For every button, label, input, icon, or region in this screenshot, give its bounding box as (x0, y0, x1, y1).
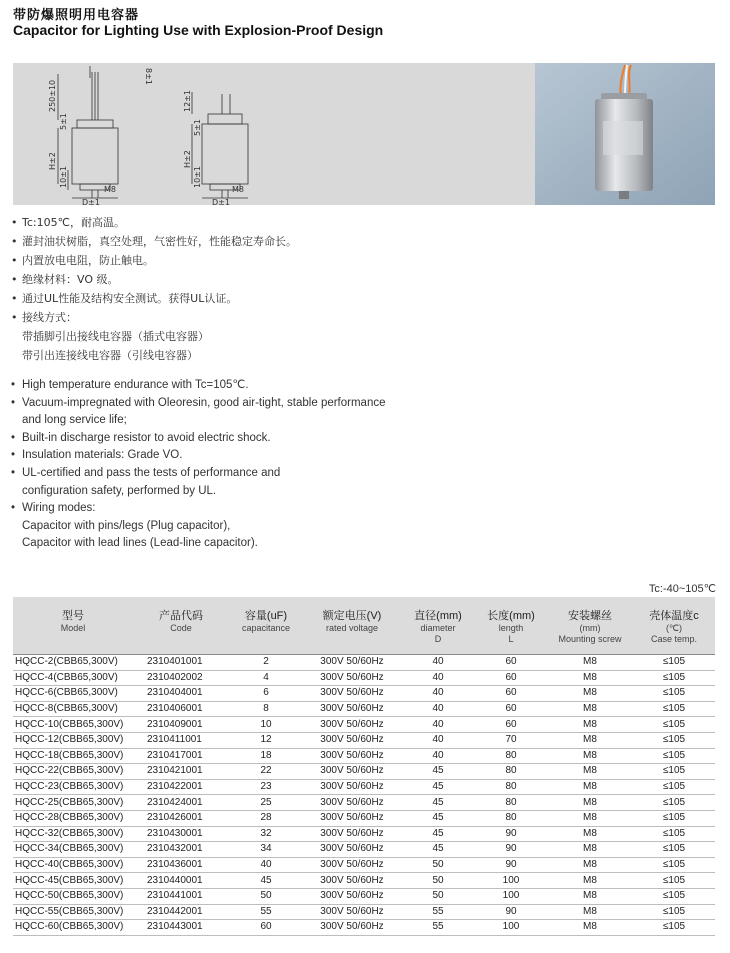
table-cell: 55 (401, 920, 475, 936)
table-cell: ≤105 (633, 920, 715, 936)
feature-en-item: and long service life; (22, 414, 127, 427)
column-header-cn: 额定电压(V) (322, 610, 382, 622)
feature-en-item: • Insulation materials: Grade VO. (14, 447, 386, 465)
table-row (13, 764, 715, 780)
table-cell: 80 (475, 748, 547, 764)
table-cell: HQCC-32(CBB65,300V) (13, 826, 133, 842)
column-header-cn: 型号 (62, 610, 84, 622)
table-cell: 80 (475, 779, 547, 795)
table-cell: ≤105 (633, 795, 715, 811)
table-cell: 300V 50/60Hz (303, 920, 401, 936)
table-cell: 40 (229, 857, 303, 873)
table-cell: ≤105 (633, 686, 715, 702)
dim-neck-label: 5±1 (193, 119, 202, 136)
column-header-en: capacitance (241, 623, 291, 633)
table-cell: 60 (475, 655, 547, 671)
table-header-row (13, 597, 715, 655)
table-cell: ≤105 (633, 701, 715, 717)
table-row (13, 873, 715, 889)
table-row (13, 904, 715, 920)
table-cell: 90 (475, 842, 547, 858)
feature-en-item: • Vacuum-impregnated with Oleoresin, good air-tight, stable performance (14, 395, 386, 413)
column-header-cn: 产品代码 (159, 610, 203, 622)
table-cell: M8 (547, 779, 633, 795)
table-cell: HQCC-55(CBB65,300V) (13, 904, 133, 920)
table-row (13, 842, 715, 858)
table-cell: 40 (401, 732, 475, 748)
table-cell: 45 (401, 764, 475, 780)
table-cell: HQCC-34(CBB65,300V) (13, 842, 133, 858)
table-cell: 55 (229, 904, 303, 920)
table-cell: HQCC-22(CBB65,300V) (13, 764, 133, 780)
spec-table (13, 597, 715, 936)
table-cell: 2310401001 (133, 655, 229, 671)
column-header (133, 597, 229, 655)
table-cell: 300V 50/60Hz (303, 686, 401, 702)
column-header-cn: 壳体温度c (649, 610, 699, 622)
page-title-en: Capacitor for Lighting Use with Explosion-Proof Design (13, 22, 384, 38)
feature-cn-item: • 绝缘材料：VO 级。 (14, 270, 297, 289)
dim-neck-label: 5±1 (59, 113, 68, 130)
feature-en-item: Capacitor with pins/legs (Plug capacitor), (22, 519, 231, 532)
feature-cn-item: • 接线方式： (14, 308, 297, 327)
table-cell: 12 (229, 732, 303, 748)
table-cell: 55 (401, 904, 475, 920)
table-cell: 45 (401, 810, 475, 826)
column-header (401, 597, 475, 655)
table-cell: 50 (229, 888, 303, 904)
table-cell: HQCC-60(CBB65,300V) (13, 920, 133, 936)
table-row (13, 655, 715, 671)
column-header (303, 597, 401, 655)
feature-en-item: Capacitor with lead lines (Lead-line capacitor). (22, 537, 258, 550)
table-cell: 40 (401, 701, 475, 717)
table-cell: M8 (547, 904, 633, 920)
column-header (475, 597, 547, 655)
table-cell: HQCC-4(CBB65,300V) (13, 670, 133, 686)
table-cell: 34 (229, 842, 303, 858)
table-cell: 45 (229, 873, 303, 889)
temperature-range-label: Tc:-40~105℃ (648, 583, 716, 595)
table-cell: M8 (547, 842, 633, 858)
table-row (13, 795, 715, 811)
dim-diameter-label: D±1 (212, 198, 230, 207)
table-cell: 2310404001 (133, 686, 229, 702)
table-cell: M8 (547, 701, 633, 717)
table-cell: 60 (229, 920, 303, 936)
capacitor-photo-illustration (535, 63, 715, 205)
table-row (13, 857, 715, 873)
table-cell: ≤105 (633, 857, 715, 873)
plug-capacitor-drawing (178, 64, 268, 206)
table-cell: 50 (401, 873, 475, 889)
table-cell: HQCC-25(CBB65,300V) (13, 795, 133, 811)
feature-cn-item: • Tc:105℃，耐高温。 (14, 213, 297, 232)
table-cell: 4 (229, 670, 303, 686)
table-cell: 32 (229, 826, 303, 842)
table-cell: 2310421001 (133, 764, 229, 780)
table-cell: 80 (475, 795, 547, 811)
table-cell: 45 (401, 842, 475, 858)
table-cell: HQCC-40(CBB65,300V) (13, 857, 133, 873)
feature-cn-item: • 灌封油状树脂，真空处理，气密性好，性能稳定寿命长。 (14, 232, 297, 251)
table-row (13, 826, 715, 842)
table-cell: 100 (475, 873, 547, 889)
table-cell: 25 (229, 795, 303, 811)
table-cell: ≤105 (633, 904, 715, 920)
table-cell: 60 (475, 701, 547, 717)
table-cell: HQCC-50(CBB65,300V) (13, 888, 133, 904)
table-row (13, 732, 715, 748)
table-cell: HQCC-18(CBB65,300V) (13, 748, 133, 764)
table-cell: 300V 50/60Hz (303, 857, 401, 873)
feature-cn-item: 带引出连接线电容器（引线电容器） (22, 349, 198, 362)
table-cell: HQCC-2(CBB65,300V) (13, 655, 133, 671)
table-row (13, 779, 715, 795)
column-header-en: diameter (420, 623, 456, 633)
table-cell: 2310409001 (133, 717, 229, 733)
table-cell: 90 (475, 857, 547, 873)
table-cell: HQCC-8(CBB65,300V) (13, 701, 133, 717)
table-cell: 2310402002 (133, 670, 229, 686)
table-cell: ≤105 (633, 810, 715, 826)
table-cell: ≤105 (633, 888, 715, 904)
table-cell: 18 (229, 748, 303, 764)
table-cell: M8 (547, 826, 633, 842)
table-cell: HQCC-23(CBB65,300V) (13, 779, 133, 795)
column-header-en: rated voltage (325, 623, 379, 633)
column-header-cn: 容量(uF) (244, 610, 288, 622)
column-header-cn: 长度(mm) (487, 610, 535, 622)
table-cell: 300V 50/60Hz (303, 826, 401, 842)
table-cell: M8 (547, 810, 633, 826)
table-cell: 2310441001 (133, 888, 229, 904)
column-header-en: (mm) (579, 623, 601, 633)
table-cell: 300V 50/60Hz (303, 655, 401, 671)
feature-cn-item: • 通过UL性能及结构安全测试。获得UL认证。 (14, 289, 297, 308)
dim-thread-label: M8 (104, 185, 116, 194)
feature-list-en (14, 377, 386, 553)
table-cell: 90 (475, 826, 547, 842)
dim-thread-label: M8 (232, 185, 244, 194)
table-cell: 300V 50/60Hz (303, 795, 401, 811)
table-cell: 300V 50/60Hz (303, 701, 401, 717)
table-cell: 300V 50/60Hz (303, 764, 401, 780)
table-cell: 300V 50/60Hz (303, 842, 401, 858)
table-cell: M8 (547, 888, 633, 904)
table-cell: 2310406001 (133, 701, 229, 717)
table-row (13, 701, 715, 717)
table-cell: 2310432001 (133, 842, 229, 858)
dim-height-label: H±2 (48, 152, 57, 170)
table-cell: 90 (475, 904, 547, 920)
column-header (547, 597, 633, 655)
table-cell: M8 (547, 670, 633, 686)
table-cell: ≤105 (633, 842, 715, 858)
dim-top-label: 8±1 (144, 68, 153, 85)
table-cell: HQCC-12(CBB65,300V) (13, 732, 133, 748)
product-photo (535, 63, 715, 205)
table-cell: M8 (547, 873, 633, 889)
feature-en-item: • UL-certified and pass the tests of performance and (14, 465, 386, 483)
table-cell: 300V 50/60Hz (303, 873, 401, 889)
table-cell: ≤105 (633, 779, 715, 795)
dim-lead-label: 250±10 (48, 79, 57, 112)
table-cell: 2 (229, 655, 303, 671)
table-cell: 45 (401, 795, 475, 811)
table-row (13, 670, 715, 686)
table-cell: M8 (547, 795, 633, 811)
table-cell: 50 (401, 857, 475, 873)
dim-base-label: 10±1 (193, 166, 202, 188)
table-row (13, 920, 715, 936)
column-header-en2: L (508, 634, 514, 644)
dim-base-label: 10±1 (59, 166, 68, 188)
table-cell: 10 (229, 717, 303, 733)
table-cell: ≤105 (633, 732, 715, 748)
column-header-en2: D (434, 634, 442, 644)
table-cell: M8 (547, 764, 633, 780)
table-cell: HQCC-45(CBB65,300V) (13, 873, 133, 889)
table-cell: 300V 50/60Hz (303, 810, 401, 826)
table-cell: 60 (475, 686, 547, 702)
table-row (13, 888, 715, 904)
column-header-en: Model (60, 623, 86, 633)
table-cell: 2310422001 (133, 779, 229, 795)
table-cell: M8 (547, 748, 633, 764)
dim-diameter-label: D±1 (82, 198, 100, 207)
table-cell: 80 (475, 764, 547, 780)
feature-en-item: • High temperature endurance with Tc=105℃. (14, 377, 386, 395)
table-cell: HQCC-28(CBB65,300V) (13, 810, 133, 826)
page-title-cn: 带防爆照明用电容器 (13, 8, 140, 23)
table-cell: 2310443001 (133, 920, 229, 936)
table-cell: 40 (401, 748, 475, 764)
table-cell: ≤105 (633, 670, 715, 686)
feature-cn-item: 带插脚引出接线电容器（插式电容器） (22, 330, 209, 343)
feature-en-item: • Wiring modes: (14, 500, 386, 518)
table-cell: 45 (401, 826, 475, 842)
table-cell: 60 (475, 670, 547, 686)
table-row (13, 686, 715, 702)
table-cell: 100 (475, 888, 547, 904)
table-cell: M8 (547, 920, 633, 936)
table-row (13, 810, 715, 826)
table-cell: 8 (229, 701, 303, 717)
table-cell: ≤105 (633, 873, 715, 889)
table-row (13, 748, 715, 764)
lead-line-capacitor-drawing (30, 64, 153, 207)
column-header-en2: Mounting screw (558, 634, 622, 644)
table-cell: 40 (401, 655, 475, 671)
table-cell: M8 (547, 857, 633, 873)
table-cell: 300V 50/60Hz (303, 904, 401, 920)
table-cell: 300V 50/60Hz (303, 717, 401, 733)
column-header-en: Code (170, 623, 192, 633)
table-cell: 2310442001 (133, 904, 229, 920)
table-cell: 2310426001 (133, 810, 229, 826)
table-cell: 70 (475, 732, 547, 748)
table-cell: HQCC-10(CBB65,300V) (13, 717, 133, 733)
dim-top-label: 12±1 (183, 90, 192, 112)
column-header (13, 597, 133, 655)
feature-list-cn (14, 213, 297, 365)
table-cell: 2310430001 (133, 826, 229, 842)
table-cell: 300V 50/60Hz (303, 779, 401, 795)
table-cell: 300V 50/60Hz (303, 888, 401, 904)
table-cell: 45 (401, 779, 475, 795)
feature-en-item: • Built-in discharge resistor to avoid electric shock. (14, 430, 386, 448)
table-cell: 2310417001 (133, 748, 229, 764)
column-header-en2: Case temp. (650, 634, 698, 644)
column-header-en: (℃) (665, 623, 683, 633)
column-header (633, 597, 715, 655)
table-cell: 22 (229, 764, 303, 780)
table-cell: 6 (229, 686, 303, 702)
column-header-cn: 安装螺丝 (568, 610, 612, 622)
table-cell: 2310436001 (133, 857, 229, 873)
feature-cn-item: • 内置放电电阻，防止触电。 (14, 251, 297, 270)
table-cell: 100 (475, 920, 547, 936)
table-cell: 300V 50/60Hz (303, 748, 401, 764)
table-cell: 40 (401, 686, 475, 702)
table-cell: M8 (547, 717, 633, 733)
table-cell: 300V 50/60Hz (303, 670, 401, 686)
table-cell: 40 (401, 670, 475, 686)
table-cell: ≤105 (633, 717, 715, 733)
table-cell: 60 (475, 717, 547, 733)
table-cell: ≤105 (633, 655, 715, 671)
table-cell: M8 (547, 655, 633, 671)
table-row (13, 717, 715, 733)
table-cell: 2310440001 (133, 873, 229, 889)
table-cell: ≤105 (633, 764, 715, 780)
table-cell: 2310411001 (133, 732, 229, 748)
column-header-cn: 直径(mm) (414, 610, 462, 622)
table-cell: 80 (475, 810, 547, 826)
table-cell: 50 (401, 888, 475, 904)
column-header-en: length (498, 623, 524, 633)
dim-height-label: H±2 (183, 150, 192, 168)
table-cell: ≤105 (633, 748, 715, 764)
table-cell: HQCC-6(CBB65,300V) (13, 686, 133, 702)
table-cell: M8 (547, 732, 633, 748)
column-header (229, 597, 303, 655)
table-cell: 2310424001 (133, 795, 229, 811)
table-cell: 40 (401, 717, 475, 733)
table-cell: ≤105 (633, 826, 715, 842)
table-cell: 300V 50/60Hz (303, 732, 401, 748)
table-cell: 28 (229, 810, 303, 826)
table-cell: 23 (229, 779, 303, 795)
table-cell: M8 (547, 686, 633, 702)
feature-en-item: configuration safety, performed by UL. (22, 484, 217, 497)
